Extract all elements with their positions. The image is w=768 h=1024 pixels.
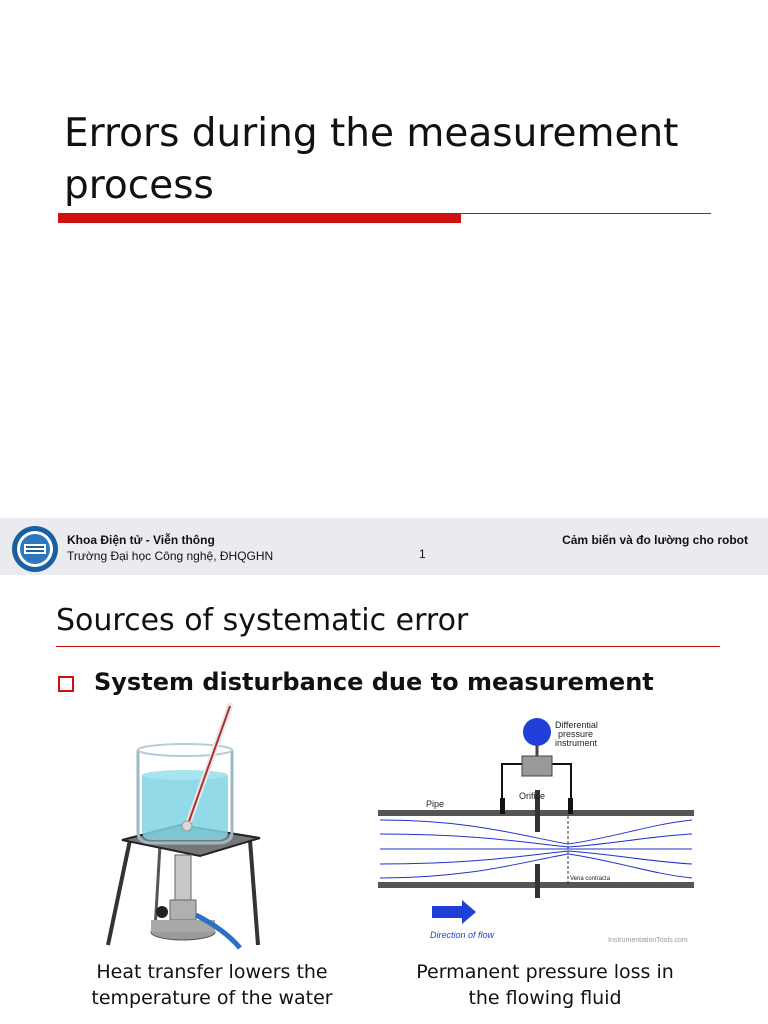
- university-logo-icon: [10, 524, 60, 574]
- left-figure-caption: Heat transfer lowers the temperature of the water: [91, 961, 333, 1009]
- hollow-square-bullet-icon: [58, 676, 74, 692]
- footer-university: Trường Đại học Công nghệ, ĐHQGHN: [67, 549, 274, 563]
- instrument-label-1: Differential: [555, 720, 598, 730]
- title-underline-thin: [461, 213, 711, 214]
- orifice-label: Orifice: [519, 791, 546, 801]
- direction-label: Direction of flow: [430, 930, 495, 940]
- slide-2-title: Sources of systematic error: [56, 603, 469, 638]
- title-underline-thick: [58, 213, 461, 223]
- footer-course: Cảm biến và đo lường cho robot: [562, 533, 748, 547]
- slide-2-title-underline: [56, 646, 720, 647]
- orifice-flow-diagram: [372, 712, 720, 952]
- right-figure-caption: Permanent pressure loss in the flowing fluid: [416, 961, 674, 1009]
- page-number: 1: [419, 547, 426, 561]
- bullet-text: System disturbance due to measurement: [94, 668, 654, 696]
- beaker-burner-illustration: [100, 700, 270, 950]
- instrument-label-2: pressure: [558, 729, 594, 739]
- instrument-label-3: instrument: [555, 738, 598, 748]
- source-label: InstrumentationTools.com: [608, 937, 688, 944]
- vena-contracta-label: Vena contracta: [570, 876, 611, 882]
- slide-title: Errors during the measurement process: [64, 111, 679, 208]
- footer-faculty: Khoa Điện tử - Viễn thông: [67, 533, 215, 547]
- pipe-label: Pipe: [426, 799, 445, 809]
